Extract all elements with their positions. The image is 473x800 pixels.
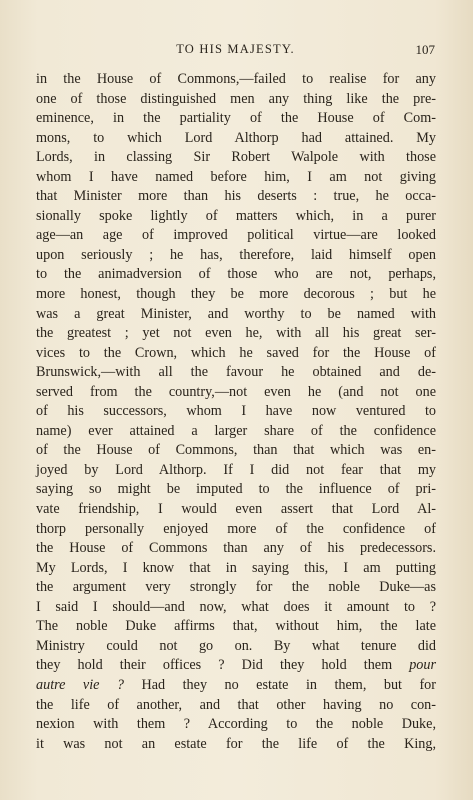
- text-line: Ministry could not go on. By what tenure did: [36, 637, 436, 654]
- text-line: the argument very strongly for the noble Duke—as: [36, 579, 436, 596]
- body-text: [36, 70, 436, 754]
- text-line: was a great Minister, and worthy to be named with: [36, 305, 436, 322]
- text-line: in the House of Commons,—failed to realise for any: [36, 71, 436, 87]
- text-line: one of those distinguished men any thing like the pre-: [36, 90, 436, 107]
- page-number: 107: [415, 42, 435, 57]
- running-head: TO HIS MAJESTY.: [176, 42, 295, 56]
- text-line: the House of Commons than any of his predecessors.: [36, 540, 436, 557]
- text-line: My Lords, I know that in saying this, I am putting: [36, 559, 436, 576]
- text-line: I said I should—and now, what does it amount to ?: [36, 598, 436, 615]
- text-line: [36, 676, 436, 696]
- text-line: The noble Duke affirms that, without him, the late: [36, 618, 436, 635]
- text-line: thorp personally enjoyed more of the confidence of: [36, 520, 436, 537]
- italic-text: autre vie ?: [36, 676, 125, 693]
- text-line: mons, to which Lord Althorp had attained. My: [36, 129, 436, 146]
- text-line: that Minister more than his deserts : true, he occa-: [36, 188, 436, 205]
- text-line: sionally spoke lightly of matters which, in a purer: [36, 207, 436, 224]
- text-line: Brunswick,—with all the favour he obtained and de-: [36, 364, 436, 381]
- text-segment: they hold their offices ? Did they hold them: [36, 657, 393, 674]
- text-line: vate friendship, I would even assert that Lord Al-: [36, 501, 436, 518]
- text-line: of the House of Commons, than that which was en-: [36, 442, 436, 459]
- text-line: saying so might be imputed to the influence of pri-: [36, 481, 436, 498]
- text-line: eminence, in the partiality of the House of Com-: [36, 110, 436, 127]
- text-line: vices to the Crown, which he saved for the House of: [36, 344, 436, 361]
- text-line: age—an age of improved political virtue—are looked: [36, 227, 436, 244]
- text-line: Lords, in classing Sir Robert Walpole with those: [36, 149, 436, 166]
- text-segment: Had they no estate in them, but for: [124, 676, 436, 693]
- text-line: more honest, though they be more decorous ; but he: [36, 286, 436, 303]
- text-line: it was not an estate for the life of the King,: [36, 735, 436, 752]
- text-line: nexion with them ? According to the noble Duke,: [36, 716, 436, 733]
- page-header: [36, 42, 435, 62]
- text-line: to the animadversion of those who are not, perhaps,: [36, 266, 436, 283]
- text-line: the life of another, and that other having no con-: [36, 696, 436, 713]
- italic-text: pour: [409, 657, 437, 674]
- text-line: the greatest ; yet not even he, with all his great ser-: [36, 325, 436, 342]
- text-line: name) ever attained a larger share of the confidence: [36, 422, 436, 439]
- text-line: served from the country,—not even he (and not one: [36, 383, 436, 400]
- text-line: [36, 656, 436, 676]
- text-line: of his successors, whom I have now ventured to: [36, 403, 436, 420]
- text-line: joyed by Lord Althorp. If I did not fear that my: [36, 461, 436, 478]
- text-line: whom I have named before him, I am not giving: [36, 168, 436, 185]
- text-line: upon seriously ; he has, therefore, laid himself open: [36, 246, 436, 263]
